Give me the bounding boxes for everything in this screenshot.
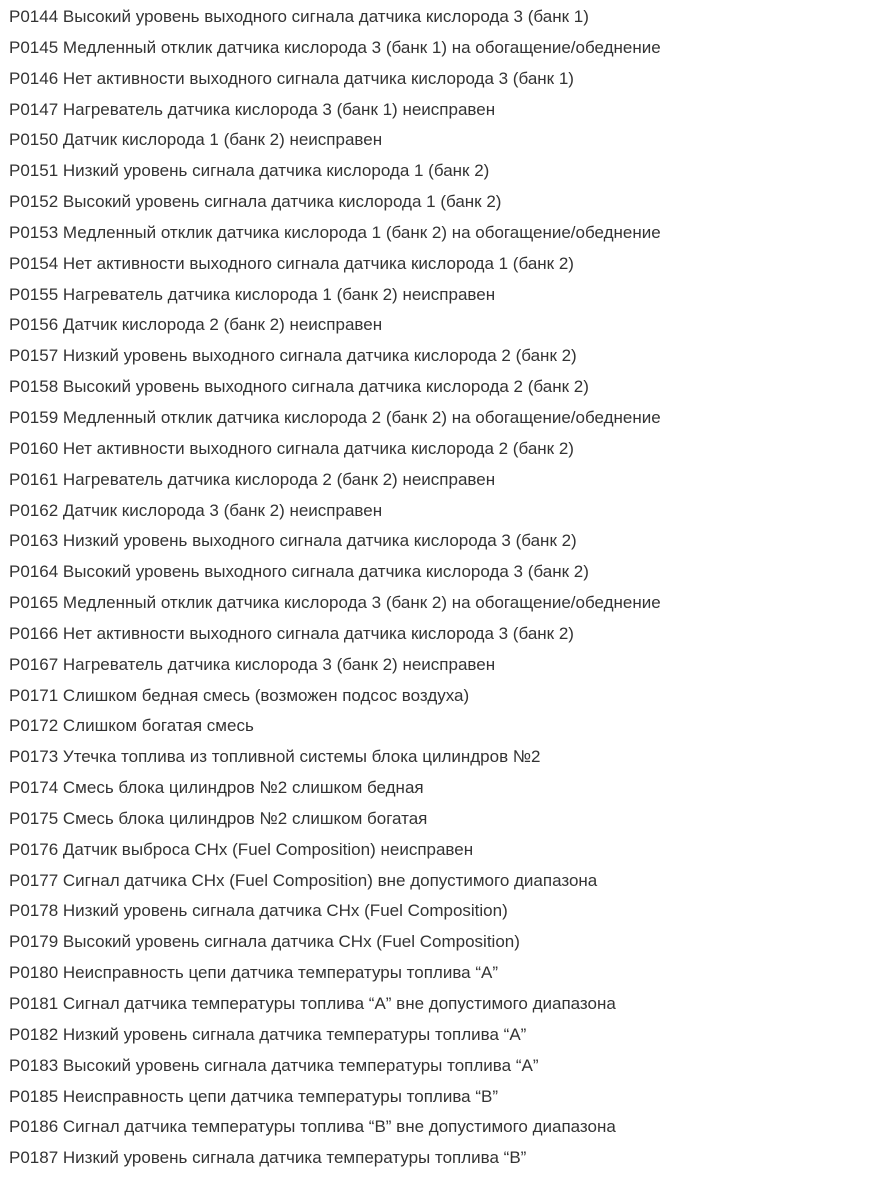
code-row [9, 958, 661, 989]
code-description: Низкий уровень выходного сигнала датчика кислорода 2 (банк 2) [62, 346, 577, 366]
code-description: Неисправность цепи датчика температуры топлива “B” [62, 1086, 499, 1106]
code-id: P0163 [9, 531, 59, 551]
code-row [9, 773, 661, 804]
code-row [9, 465, 661, 496]
code-id: P0158 [9, 377, 59, 397]
code-row [9, 557, 661, 588]
code-row [9, 95, 661, 126]
code-row [9, 804, 661, 835]
code-row [9, 1143, 661, 1174]
code-id: P0151 [9, 161, 59, 181]
code-description: Сигнал датчика температуры топлива “B” вне допустимого диапазона [62, 1117, 616, 1137]
code-description: Медленный отклик датчика кислорода 2 (банк 2) на обогащение/обеднение [62, 407, 661, 427]
code-id: P0157 [9, 346, 59, 366]
code-id: P0162 [9, 500, 59, 520]
code-id: P0185 [9, 1086, 59, 1106]
code-row [9, 403, 661, 434]
code-id: P0164 [9, 562, 59, 582]
code-row [9, 619, 661, 650]
code-id: P0146 [9, 68, 59, 88]
code-description: Нагреватель датчика кислорода 2 (банк 2) неисправен [62, 469, 496, 489]
code-description: Низкий уровень сигнала датчика кислорода 1 (банк 2) [62, 161, 490, 181]
code-row [9, 588, 661, 619]
code-description: Смесь блока цилиндров №2 слишком бедная [62, 778, 424, 798]
code-row [9, 896, 661, 927]
code-id: P0155 [9, 284, 59, 304]
code-row [9, 1112, 661, 1143]
code-id: P0176 [9, 839, 59, 859]
code-row [9, 2, 661, 33]
code-id: P0165 [9, 593, 59, 613]
code-description: Нет активности выходного сигнала датчика кислорода 3 (банк 2) [62, 623, 574, 643]
code-description: Смесь блока цилиндров №2 слишком богатая [62, 808, 428, 828]
code-description: Нагреватель датчика кислорода 3 (банк 1) неисправен [62, 99, 496, 119]
code-row [9, 496, 661, 527]
code-description: Нагреватель датчика кислорода 1 (банк 2) неисправен [62, 284, 496, 304]
code-description: Медленный отклик датчика кислорода 3 (банк 1) на обогащение/обеднение [62, 37, 661, 57]
code-id: P0156 [9, 315, 59, 335]
code-id: P0177 [9, 870, 59, 890]
code-description: Медленный отклик датчика кислорода 1 (банк 2) на обогащение/обеднение [62, 222, 661, 242]
code-id: P0160 [9, 438, 59, 458]
code-id: P0175 [9, 808, 59, 828]
code-row [9, 526, 661, 557]
code-row [9, 1082, 661, 1113]
code-id: P0179 [9, 932, 59, 952]
code-id: P0172 [9, 716, 59, 736]
code-row [9, 681, 661, 712]
code-id: P0159 [9, 407, 59, 427]
code-row [9, 1051, 661, 1082]
code-id: P0154 [9, 253, 59, 273]
code-row [9, 835, 661, 866]
code-description: Низкий уровень сигнала датчика температуры топлива “A” [62, 1024, 527, 1044]
code-id: P0145 [9, 37, 59, 57]
code-description: Высокий уровень сигнала датчика CHx (Fuel Composition) [62, 932, 520, 952]
code-row [9, 866, 661, 897]
code-description: Неисправность цепи датчика температуры топлива “A” [62, 963, 499, 983]
code-id: P0147 [9, 99, 59, 119]
code-row [9, 33, 661, 64]
code-row [9, 187, 661, 218]
code-description: Датчик кислорода 2 (банк 2) неисправен [62, 315, 383, 335]
code-id: P0174 [9, 778, 59, 798]
code-row [9, 310, 661, 341]
code-row [9, 218, 661, 249]
code-row [9, 742, 661, 773]
code-row [9, 249, 661, 280]
code-id: P0167 [9, 654, 59, 674]
code-id: P0152 [9, 192, 59, 212]
code-description: Медленный отклик датчика кислорода 3 (банк 2) на обогащение/обеднение [62, 593, 661, 613]
code-id: P0144 [9, 7, 59, 26]
code-description: Слишком бедная смесь (возможен подсос воздуха) [62, 685, 470, 705]
obd-code-list [9, 2, 661, 1174]
code-description: Высокий уровень сигнала датчика температуры топлива “A” [62, 1055, 539, 1075]
code-id: P0150 [9, 130, 59, 150]
code-description: Высокий уровень выходного сигнала датчика кислорода 3 (банк 2) [62, 562, 589, 582]
code-row [9, 156, 661, 187]
code-id: P0173 [9, 747, 59, 767]
code-row [9, 989, 661, 1020]
code-description: Датчик выброса CHx (Fuel Composition) неисправен [62, 839, 474, 859]
code-row [9, 64, 661, 95]
code-id: P0186 [9, 1117, 59, 1137]
code-description: Нагреватель датчика кислорода 3 (банк 2) неисправен [62, 654, 496, 674]
code-description: Нет активности выходного сигнала датчика кислорода 1 (банк 2) [62, 253, 574, 273]
code-id: P0153 [9, 222, 59, 242]
code-row [9, 927, 661, 958]
code-description: Нет активности выходного сигнала датчика кислорода 2 (банк 2) [62, 438, 574, 458]
code-id: P0183 [9, 1055, 59, 1075]
code-description: Слишком богатая смесь [62, 716, 254, 736]
code-row [9, 711, 661, 742]
code-row [9, 434, 661, 465]
code-id: P0182 [9, 1024, 59, 1044]
code-id: P0187 [9, 1148, 59, 1168]
code-id: P0161 [9, 469, 59, 489]
code-row [9, 125, 661, 156]
code-id: P0171 [9, 685, 59, 705]
code-description: Сигнал датчика CHx (Fuel Composition) вне допустимого диапазона [62, 870, 598, 890]
code-description: Высокий уровень сигнала датчика кислорода 1 (банк 2) [62, 192, 502, 212]
code-row [9, 280, 661, 311]
code-description: Датчик кислорода 1 (банк 2) неисправен [62, 130, 383, 150]
code-description: Нет активности выходного сигнала датчика кислорода 3 (банк 1) [62, 68, 574, 88]
code-description: Сигнал датчика температуры топлива “A” вне допустимого диапазона [62, 994, 616, 1013]
code-row [9, 372, 661, 403]
code-description: Датчик кислорода 3 (банк 2) неисправен [62, 500, 383, 520]
code-row [9, 341, 661, 372]
code-id: P0178 [9, 901, 59, 921]
code-row [9, 650, 661, 681]
code-id: P0180 [9, 963, 59, 983]
code-row [9, 1020, 661, 1051]
code-description: Низкий уровень сигнала датчика температуры топлива “B” [62, 1148, 527, 1168]
code-description: Высокий уровень выходного сигнала датчика кислорода 2 (банк 2) [62, 377, 589, 397]
code-description: Высокий уровень выходного сигнала датчика кислорода 3 (банк 1) [62, 7, 589, 26]
code-description: Утечка топлива из топливной системы блока цилиндров №2 [62, 747, 541, 767]
code-description: Низкий уровень выходного сигнала датчика кислорода 3 (банк 2) [62, 531, 577, 551]
code-description: Низкий уровень сигнала датчика CHx (Fuel Composition) [62, 901, 508, 921]
code-id: P0181 [9, 994, 59, 1013]
code-id: P0166 [9, 623, 59, 643]
